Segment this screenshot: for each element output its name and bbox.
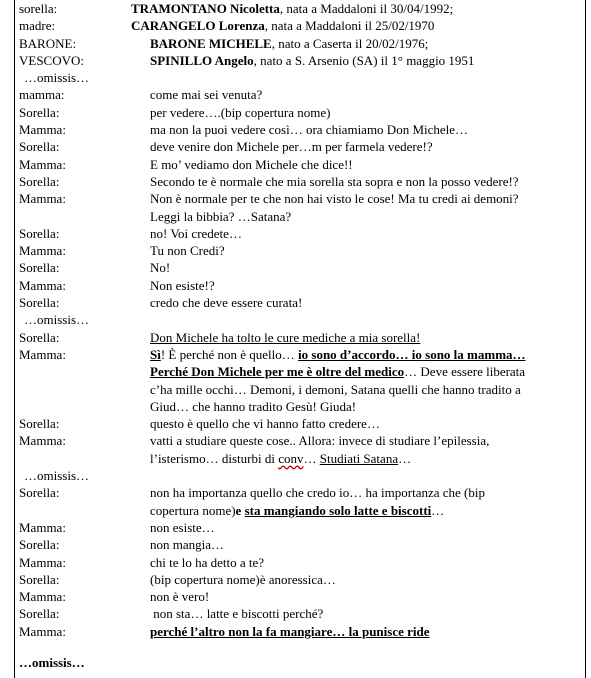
speaker-label: mamma:: [19, 87, 65, 103]
transcript-document: [19, 0, 579, 671]
dialogue-line: [19, 86, 579, 103]
dialogue-line: [19, 277, 579, 294]
utterance: come mai sei venuta?: [150, 87, 263, 103]
dialogue-line: [19, 329, 579, 346]
utterance: non esiste…: [150, 519, 215, 535]
speaker-label: [19, 208, 150, 225]
utterance: c’ha mille occhi… Demoni, i demoni, Satana quelli che hanno tradito a: [150, 381, 521, 397]
dialogue-line: [19, 363, 579, 380]
speaker-label: Mamma:: [19, 554, 66, 570]
omissis-marker: …omissis…: [19, 654, 85, 670]
dialogue-line: [19, 536, 579, 553]
omissis-marker: …omissis…: [24, 468, 90, 484]
speaker-label: Sorella:: [19, 537, 60, 553]
dialogue-line: [19, 190, 579, 207]
speaker-label: Mamma:: [19, 156, 66, 172]
utterance: Tu non Credi?: [150, 243, 225, 259]
dialogue-line: [19, 242, 579, 259]
dialogue-line: [19, 623, 579, 640]
utterance: deve venire don Michele per…m per farmela vedere!?: [150, 139, 433, 155]
speaker-label: Mamma:: [19, 191, 66, 207]
speaker-label: Mamma:: [19, 519, 66, 535]
utterance: Leggi la bibbia? …Satana?: [150, 208, 292, 224]
speaker-label: Sorella:: [19, 295, 60, 311]
dialogue-line: [19, 208, 579, 225]
utterance: ma non la puoi vedere così… ora chiamiamo Don Michele…: [150, 122, 469, 138]
utterance: non sta… latte e biscotti perché?: [150, 606, 324, 622]
dialogue-line: [19, 381, 579, 398]
dialogue-line: [19, 571, 579, 588]
participant-name: TRAMONTANO Nicoletta: [131, 1, 280, 16]
speaker-label: Sorella:: [19, 329, 60, 345]
speaker-label: Mamma:: [19, 277, 66, 293]
dialogue-line: [19, 554, 579, 571]
dialogue-line: [19, 484, 579, 501]
dialogue-line: [19, 450, 579, 467]
speaker-label: Mamma:: [19, 243, 66, 259]
dialogue-line: [19, 519, 579, 536]
utterance: non è vero!: [150, 589, 210, 605]
utterance: Perché Don Michele per me è oltre del medico… Deve essere liberata: [150, 364, 526, 380]
participant-row: madre: CARANGELO Lorenza, nata a Maddaloni il 25/02/1970: [19, 18, 435, 34]
dialogue-line: [19, 104, 579, 121]
speaker-label: Sorella:: [19, 104, 60, 120]
utterance: perché l’altro non la fa mangiare… la punisce ride: [150, 623, 430, 639]
dialogue-line: [19, 398, 579, 415]
participant-name: CARANGELO Lorenza: [131, 18, 265, 34]
utterance: credo che deve essere curata!: [150, 295, 303, 311]
dialogue-line: [19, 432, 579, 449]
speaker-label: Sorella:: [19, 225, 60, 241]
dialogue-line: [19, 605, 579, 622]
utterance: l’isterismo… disturbi di conv… Studiati Satana…: [150, 450, 412, 466]
speaker-label: Sorella:: [19, 416, 60, 432]
speaker-label: Mamma:: [19, 122, 66, 138]
speaker-label: Sorella:: [19, 260, 60, 276]
utterance: questo è quello che vi hanno fatto credere…: [150, 416, 380, 432]
dialogue-line: [19, 138, 579, 155]
speaker-label: Sorella:: [19, 139, 60, 155]
utterance: Giud… che hanno tradito Gesù! Giuda!: [150, 398, 357, 414]
dialogue-line: [19, 121, 579, 138]
omissis-marker: …omissis…: [24, 312, 90, 328]
utterance: copertura nome)e sta mangiando solo latte e biscotti…: [150, 502, 445, 518]
dialogue-line: [19, 415, 579, 432]
utterance: non ha importanza quello che credo io… ha importanza che (bip: [150, 485, 485, 501]
dialogue-line: [19, 294, 579, 311]
participant-name: BARONE MICHELE: [150, 35, 272, 51]
utterance: Don Michele ha tolto le cure mediche a mia sorella!: [150, 329, 421, 345]
participant-row: BARONE: BARONE MICHELE, nato a Caserta il 20/02/1976;: [19, 35, 429, 51]
dialogue-line: [19, 156, 579, 173]
speaker-label: Mamma:: [19, 433, 66, 449]
utterance: Sì! È perché non è quello… io sono d’accordo… io sono la mamma…: [150, 346, 526, 362]
utterance: vatti a studiare queste cose.. Allora: invece di studiare l’epilessia,: [150, 433, 490, 449]
dialogue-line: [19, 502, 579, 519]
participant-row: sorella: TRAMONTANO Nicoletta, nata a Maddaloni il 30/04/1992;: [19, 1, 454, 16]
utterance: (bip copertura nome)è anoressica…: [150, 571, 336, 587]
utterance: chi te lo ha detto a te?: [150, 554, 265, 570]
utterance: Non esiste!?: [150, 277, 215, 293]
participant-name: SPINILLO Angelo: [150, 52, 254, 68]
utterance: per vedere….(bip copertura nome): [150, 104, 331, 120]
utterance: E mo’ vediamo don Michele che dice!!: [150, 156, 353, 172]
utterance: Non è normale per te che non hai visto le cose! Ma tu credi ai demoni?: [150, 191, 519, 207]
speaker-label: Sorella:: [19, 173, 60, 189]
speaker-label: Mamma:: [19, 346, 66, 362]
omissis-marker: …omissis…: [24, 70, 90, 86]
speaker-label: Sorella:: [19, 571, 60, 587]
dialogue-line: [19, 225, 579, 242]
utterance: Secondo te è normale che mia sorella sta sopra e non la posso vedere!?: [150, 173, 519, 189]
utterance: No!: [150, 260, 171, 276]
speaker-label: Mamma:: [19, 623, 66, 639]
dialogue-line: [19, 346, 579, 363]
utterance: no! Voi credete…: [150, 225, 242, 241]
speaker-label: Sorella:: [19, 485, 60, 501]
dialogue-line: [19, 173, 579, 190]
utterance: non mangia…: [150, 537, 225, 553]
participant-row: VESCOVO: SPINILLO Angelo, nato a S. Arsenio (SA) il 1° maggio 1951: [19, 52, 475, 68]
speaker-label: Sorella:: [19, 606, 60, 622]
dialogue-line: [19, 259, 579, 276]
speaker-label: Mamma:: [19, 589, 66, 605]
dialogue-line: [19, 588, 579, 605]
